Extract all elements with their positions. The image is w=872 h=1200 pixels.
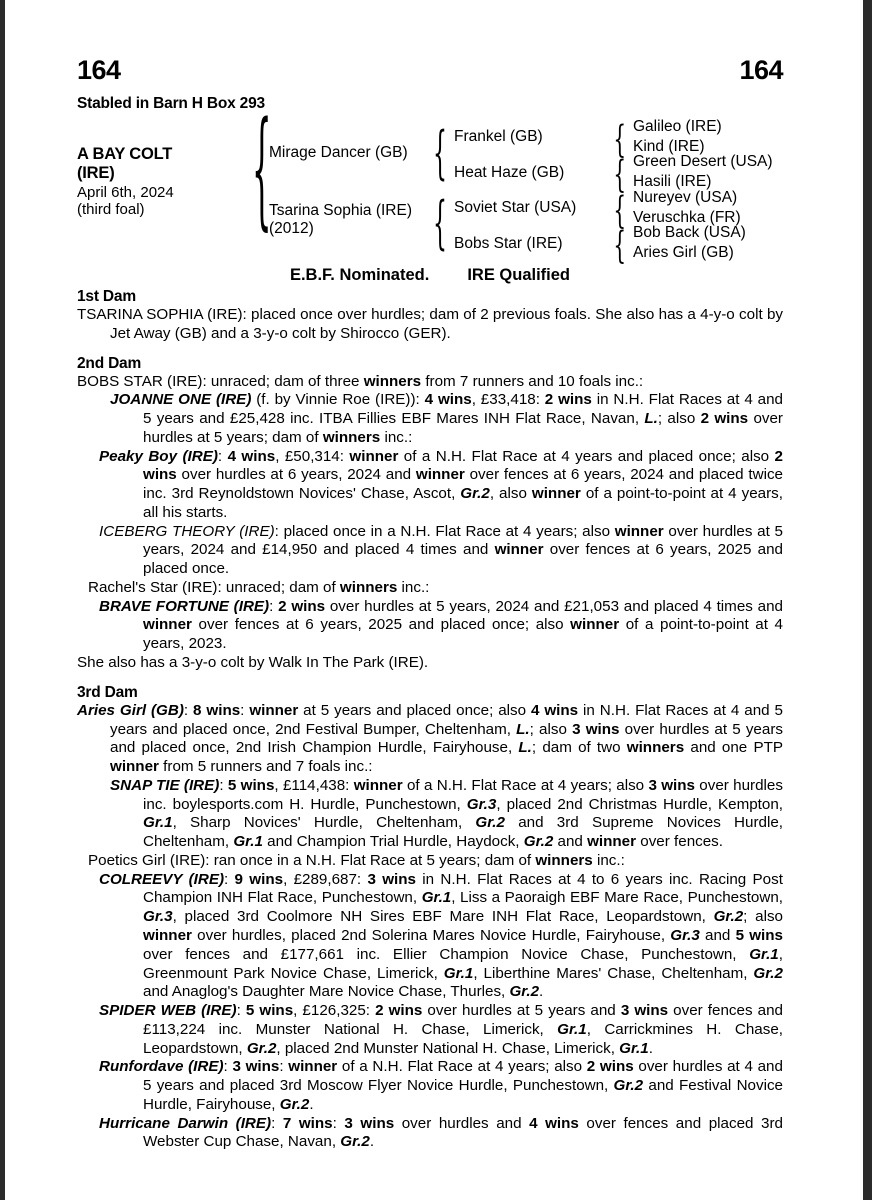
dam-sire-dam-name: Veruschka (FR) [633,209,741,227]
pedigree-entry: ICEBERG THEORY (IRE): placed once in a N.H. Flat Race at 4 years; also winner over hurdles at 5 years, 2024 and £14,950 and placed 4 times and winner over fences at 6 years, 2025 and placed once. [99,522,783,578]
dam-sire-sire-name: Nureyev (USA) [633,189,738,206]
subject-country: (IRE) [77,164,115,183]
dam-sire-name: Soviet Star (USA) [454,199,577,216]
pedigree-entry: Hurricane Darwin (IRE): 7 wins: 3 wins over hurdles and 4 wins over fences and placed 3rd Webster Cup Chase, Navan, Gr.2. [99,1114,783,1151]
pedigree-entry: SNAP TIE (IRE): 5 wins, £114,438: winner of a N.H. Flat Race at 4 years; also 3 wins over hurdles inc. boylesports.com H. Hurdle, Punchestown, Gr.3, placed 2nd Christmas Hurdle, Kempton, Gr.1, Sharp Novices' Hurdle, Cheltenham, Gr.2 and 3rd Supreme Novices Hurdle, Cheltenham, Gr.1 and Champion Trial Hurdle, Haydock, Gr.2 and winner over fences. [110,776,783,851]
subject-foaling-date: April 6th, 2024 [77,183,174,201]
gen4-d [633,223,746,263]
brace-dam-parents: { [433,190,447,257]
pedigree-entry: JOANNE ONE (IRE) (f. by Vinnie Roe (IRE)): 4 wins, £33,418: 2 wins in N.H. Flat Races at 4 and 5 years and £25,428 inc. ITBA Fillies EBF Mares INH Flat Race, Navan, L.; also 2 wins over hurdles at 5 years; dam of winners inc.: [110,391,783,446]
pedigree-entry: Poetics Girl (IRE): ran once in a N.H. Flat Race at 5 years; dam of winners inc.: [88,851,625,869]
pedigree-entry: Peaky Boy (IRE): 4 wins, £50,314: winner of a N.H. Flat Race at 4 years and placed once; also 2 wins over hurdles at 6 years, 2024 and winner over fences at 6 years, 2024 and placed twice inc. 3rd Reynoldstown Novices' Chase, Ascot, Gr.2, also winner of a point-to-point at 4 years, all his starts. [99,447,783,521]
ire-qualified: IRE Qualified [467,266,571,284]
brace-sire-parents: { [433,120,447,187]
pedigree-entry: BRAVE FORTUNE (IRE): 2 wins over hurdles at 5 years, 2024 and £21,053 and placed 4 times and winner over fences at 6 years, 2025 and placed once; also winner of a point-to-point at 4 years, 2023. [99,597,783,653]
pedigree-entry: BOBS STAR (IRE): unraced; dam of three winners from 7 runners and 10 foals inc.: [77,372,644,390]
dam-dam-block [454,234,563,254]
dam-heading: 1st Dam [77,288,136,305]
page-header [77,55,783,86]
dam-dam-dam-name: Aries Girl (GB) [633,244,734,262]
brace-gen3-c: { [613,189,627,233]
lot-number-right: 164 [739,55,783,85]
sire-sire-dam-name: Kind (IRE) [633,138,705,156]
dam-year: (2012) [269,220,314,238]
subject-horse [77,145,227,219]
brace-generation-1: { [251,93,272,243]
subject-foal-note: (third foal) [77,201,145,219]
lot-number-left: 164 [77,55,121,85]
pedigree-entry: COLREEVY (IRE): 9 wins, £289,687: 3 wins in N.H. Flat Races at 4 to 6 years inc. Racing Post Champion INH Flat Race, Punchestown, Gr.1, Liss a Paoraigh EBF Mare Race, Punchestown, Gr.3, placed 3rd Coolmore NH Sires EBF Mare INH Flat Race, Leopardstown, Gr.2; also winner over hurdles, placed 2nd Solerina Mares Novice Hurdle, Fairyhouse, Gr.3 and 5 wins over fences and £177,661 inc. Ellier Champion Novice Chase, Punchestown, Gr.1, Greenmount Park Novice Chase, Limerick, Gr.1, Liberthine Mares' Chase, Cheltenham, Gr.2 and Anaglog's Daughter Mare Novice Chase, Thurles, Gr.2. [99,870,783,1001]
ebf-nominated: E.B.F. Nominated. [289,266,430,284]
pedigree-entry: Rachel's Star (IRE): unraced; dam of winners inc.: [88,578,430,596]
sire-dam-name: Heat Haze (GB) [454,164,565,181]
pedigree-text-body [77,288,783,1152]
pedigree-entry: Runfordave (IRE): 3 wins: winner of a N.H. Flat Race at 4 years; also 2 wins over hurdles at 4 and 5 years and placed 3rd Moscow Flyer Novice Hurdle, Punchestown, Gr.2 and Festival Novice Hurdle, Fairyhouse, Gr.2. [99,1058,784,1113]
pedigree-entry: TSARINA SOPHIA (IRE): placed once over hurdles; dam of 2 previous foals. She also has a 4-y-o colt by Jet Away (GB) and a 3-y-o colt by Shirocco (GER). [77,306,783,342]
sire-dam-dam-name: Hasili (IRE) [633,173,712,191]
sire-sire-name: Frankel (GB) [454,128,543,145]
sire-name: Mirage Dancer (GB) [269,144,408,161]
dam-block [269,202,412,238]
subject-name: A BAY COLT [77,145,173,163]
dam-heading: 2nd Dam [77,354,142,372]
sire-dam-sire-name: Green Desert (USA) [633,153,773,170]
stabling-info: Stabled in Barn H Box 293 [77,95,265,112]
dam-sire-block [454,198,576,218]
gen4-b [633,152,773,192]
brace-gen3-d: { [613,224,627,268]
pedigree-entry: Aries Girl (GB): 8 wins: winner at 5 years and placed once; also 4 wins in N.H. Flat Races at 4 and 5 years and placed once, 2nd Festival Bumper, Cheltenham, L.; also 3 wins over hurdles at 5 years and placed once, 2nd Irish Champion Hurdle, Fairyhouse, L.; dam of two winners and one PTP winner from 5 runners and 7 foals inc.: [77,701,783,776]
dam-dam-name: Bobs Star (IRE) [454,235,563,252]
brace-gen3-a: { [613,118,627,162]
nomination-line [77,266,783,285]
dam-dam-sire-name: Bob Back (USA) [633,224,746,241]
pedigree-entry: SPIDER WEB (IRE): 5 wins, £126,325: 2 wins over hurdles at 5 years and 3 wins over fences and £113,224 inc. Munster National H. Chase, Limerick, Gr.1, Carrickmines H. Chase, Leopardstown, Gr.2, placed 2nd Munster National H. Chase, Limerick, Gr.1. [99,1002,783,1057]
dam-heading: 3rd Dam [77,683,138,701]
brace-gen3-b: { [613,153,627,197]
sire-dam-block [454,163,564,183]
sire-sire-block [454,127,543,147]
sire-sire-sire-name: Galileo (IRE) [633,118,722,135]
dam-name: Tsarina Sophia (IRE) [269,202,413,219]
sire-block [269,144,408,162]
pedigree-entry: She also has a 3-y-o colt by Walk In The Park (IRE). [77,654,429,672]
